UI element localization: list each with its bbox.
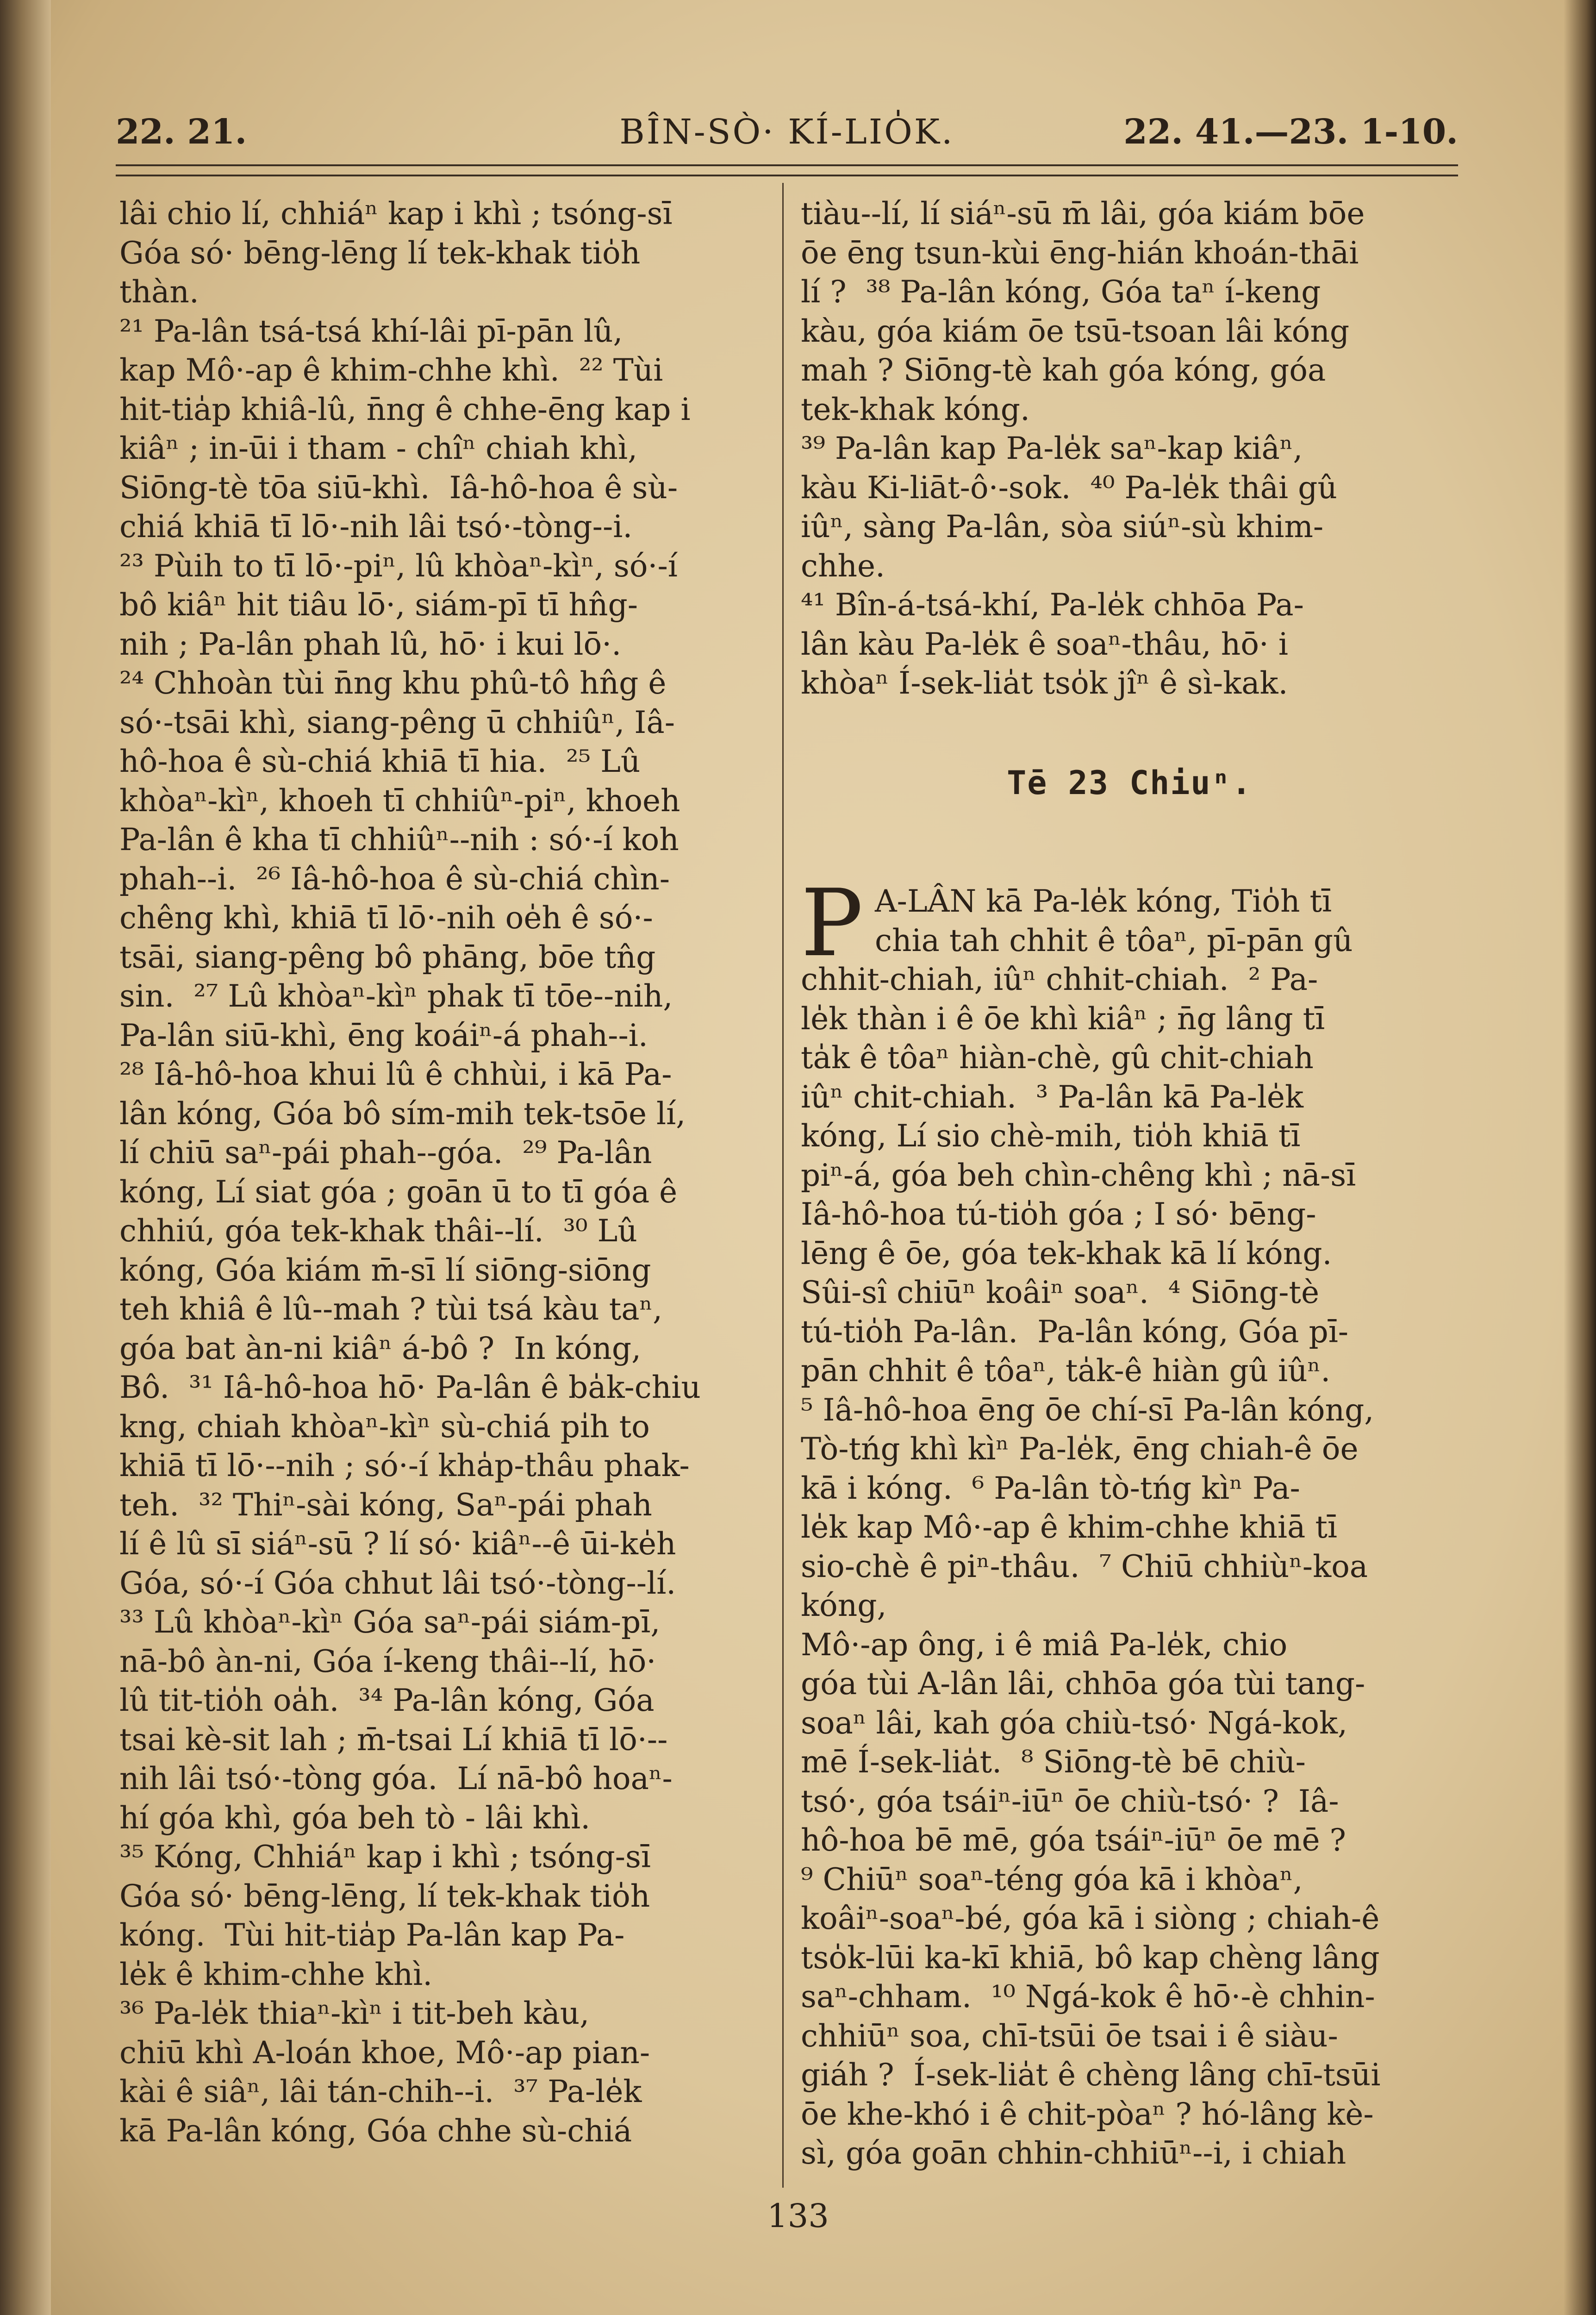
text-line: tiàu--lí, lí siáⁿ-sū m̄ lâi, góa kiám bōe	[801, 196, 1365, 232]
text-line: iûⁿ chit-chiah. ³ Pa-lân kā Pa-le̍k	[801, 1079, 1303, 1115]
text-line: kóng, Lí sio chè-mih, tio̍h khiā tī	[801, 1118, 1301, 1154]
header-right-reference: 22. 41.—23. 1-10.	[1123, 112, 1458, 152]
running-header	[116, 106, 1458, 157]
text-line: ²¹ Pa-lân tsá-tsá khí-lâi pī-pān lû,	[119, 313, 623, 349]
text-line: thàn.	[119, 274, 199, 310]
text-line: Góa só· bēng-lēng lí tek-khak tio̍h	[119, 235, 641, 271]
text-line: teh. ³² Thiⁿ-sài kóng, Saⁿ-pái phah	[119, 1487, 652, 1523]
text-line: lân kàu Pa-le̍k ê soaⁿ-thâu, hō· i	[801, 626, 1289, 662]
text-line: só·-tsāi khì, siang-pêng ū chhiûⁿ, Iâ-	[119, 704, 675, 740]
text-line: góa tùi A-lân lâi, chhōa góa tùi tang-	[801, 1666, 1365, 1702]
text-line: lēng ê ōe, góa tek-khak kā lí kóng.	[801, 1235, 1332, 1271]
text-line: mē Í-sek-lia̍t. ⁸ Siōng-tè bē chiù-	[801, 1744, 1306, 1780]
text-line: tsāi, siang-pêng bô phāng, bōe tn̂g	[119, 939, 656, 975]
text-line: phah--i. ²⁶ Iâ-hô-hoa ê sù-chiá chìn-	[119, 861, 670, 897]
drop-cap: P	[801, 870, 863, 977]
text-line: nih lâi tsó·-tòng góa. Lí nā-bô hoaⁿ-	[119, 1761, 673, 1796]
left-column	[119, 194, 777, 2151]
text-line: kàu, góa kiám ōe tsū-tsoan lâi kóng	[801, 313, 1350, 349]
text-line: sin. ²⁷ Lû khòaⁿ-kìⁿ phak tī tōe--nih,	[119, 978, 673, 1014]
right-column-bottom	[801, 882, 1458, 2173]
text-line: kiâⁿ ; in-ūi i tham - chîⁿ chiah khì,	[119, 431, 638, 466]
text-line: le̍k kap Mô·-ap ê khim-chhe khiā tī	[801, 1509, 1337, 1545]
text-line: kài ê siâⁿ, lâi tán-chih--i. ³⁷ Pa-le̍k	[119, 2074, 642, 2109]
chapter-heading: Tē 23 Chiuⁿ.	[1007, 764, 1252, 802]
text-line: iûⁿ, sàng Pa-lân, sòa siúⁿ-sù khim-	[801, 509, 1324, 544]
text-line: le̍k ê khim-chhe khì.	[119, 1956, 433, 1992]
right-column-top	[801, 194, 1458, 703]
text-line: kā Pa-lân kóng, Góa chhe sù-chiá	[119, 2113, 632, 2149]
text-line: bô kiâⁿ hit tiâu lō·, siám-pī tī hn̂g-	[119, 587, 638, 623]
book-title: BÎN-SÒ· KÍ-LIO̍K.	[619, 112, 954, 152]
text-line: Bô. ³¹ Iâ-hô-hoa hō· Pa-lân ê ba̍k-chiu	[119, 1370, 701, 1405]
header-left-reference: 22. 21.	[116, 112, 247, 152]
text-line: lû tit-tio̍h oa̍h. ³⁴ Pa-lân kóng, Góa	[119, 1683, 655, 1718]
text-line: Mô·-ap ông, i ê miâ Pa-le̍k, chio	[801, 1627, 1288, 1663]
text-line: kàu Ki-liāt-ô·-sok. ⁴⁰ Pa-le̍k thâi gû	[801, 469, 1337, 506]
text-line: góa bat àn-ni kiâⁿ á-bô ? In kóng,	[119, 1330, 642, 1366]
text-line: tsai kè-sit lah ; m̄-tsai Lí khiā tī lō·--	[119, 1721, 668, 1758]
text-line: kā i kóng. ⁶ Pa-lân tò-tńg kìⁿ Pa-	[801, 1470, 1300, 1506]
text-line: Pa-lân ê kha tī chhiûⁿ--nih : só·-í koh	[119, 822, 679, 857]
text-line: khiā tī lō·--nih ; só·-í kha̍p-thâu phak-	[119, 1448, 690, 1483]
text-line: Góa, só·-í Góa chhut lâi tsó·-tòng--lí.	[119, 1565, 676, 1601]
text-line: teh khiâ ê lû--mah ? tùi tsá kàu taⁿ,	[119, 1291, 663, 1327]
text-line: nih ; Pa-lân phah lû, hō· i kui lō·.	[119, 626, 622, 662]
text-line: ⁵ Iâ-hô-hoa ēng ōe chí-sī Pa-lân kóng,	[801, 1392, 1374, 1428]
text-line: nā-bô àn-ni, Góa í-keng thâi--lí, hō·	[119, 1643, 656, 1679]
text-line: hit-tia̍p khiâ-lû, n̄ng ê chhe-ēng kap i	[119, 391, 691, 427]
text-line: A-LÂN kā Pa-le̍k kóng, Tio̍h tī	[875, 883, 1332, 919]
text-line: chhit-chiah, iûⁿ chhit-chiah. ² Pa-	[801, 962, 1318, 997]
text-line: saⁿ-chham. ¹⁰ Ngá-kok ê hō·-è chhin-	[801, 1979, 1375, 2015]
text-line: Pa-lân siū-khì, ēng koáiⁿ-á phah--i.	[119, 1017, 648, 1053]
text-line: Siōng-tè tōa siū-khì. Iâ-hô-hoa ê sù-	[119, 469, 678, 506]
text-line: khòaⁿ Í-sek-lia̍t tso̍k jîⁿ ê sì-kak.	[801, 665, 1288, 701]
text-line: hô-hoa bē mē, góa tsáiⁿ-iūⁿ ōe mē ?	[801, 1822, 1346, 1858]
text-line: kóng, Góa kiám m̄-sī lí siōng-siōng	[119, 1252, 651, 1288]
text-line: lâi chio lí, chhiáⁿ kap i khì ; tsóng-sī	[119, 196, 673, 232]
text-line: chiá khiā tī lō·-nih lâi tsó·-tòng--i.	[119, 509, 633, 544]
text-line: Iâ-hô-hoa tú-tio̍h góa ; I só· bēng-	[801, 1196, 1316, 1232]
text-line: Góa só· bēng-lēng, lí tek-khak tio̍h	[119, 1878, 650, 1914]
text-line: kóng. Tùi hit-tia̍p Pa-lân kap Pa-	[119, 1917, 625, 1953]
text-line: chêng khì, khiā tī lō·-nih oe̍h ê só·-	[119, 900, 653, 936]
text-line: ³⁹ Pa-lân kap Pa-le̍k saⁿ-kap kiâⁿ,	[801, 431, 1303, 466]
text-line: kng, chiah khòaⁿ-kìⁿ sù-chiá pi̍h to	[119, 1408, 650, 1445]
text-line: le̍k thàn i ê ōe khì kiâⁿ ; n̄g lâng tī	[801, 1001, 1325, 1037]
text-line: lí chiū saⁿ-pái phah--góa. ²⁹ Pa-lân	[119, 1135, 652, 1170]
text-line: hô-hoa ê sù-chiá khiā tī hia. ²⁵ Lû	[119, 744, 641, 779]
text-line: ⁴¹ Bîn-á-tsá-khí, Pa-le̍k chhōa Pa-	[801, 587, 1304, 623]
text-line: sio-chè ê piⁿ-thâu. ⁷ Chiū chhiùⁿ-koa	[801, 1548, 1368, 1584]
text-line: tso̍k-lūi ka-kī khiā, bô kap chèng lâng	[801, 1940, 1380, 1976]
text-line: chia tah chhit ê tôaⁿ, pī-pān gû	[875, 922, 1353, 958]
text-line: hí góa khì, góa beh tò - lâi khì.	[119, 1800, 591, 1836]
text-line: ²⁸ Iâ-hô-hoa khui lû ê chhùi, i kā Pa-	[119, 1057, 672, 1092]
text-line: ⁹ Chiūⁿ soaⁿ-téng góa kā i khòaⁿ,	[801, 1861, 1303, 1897]
text-line: tek-khak kóng.	[801, 391, 1030, 427]
book-binding-shadow	[0, 0, 51, 2315]
text-line: Tò-tńg khì kìⁿ Pa-le̍k, ēng chiah-ê ōe	[801, 1431, 1359, 1467]
text-line: chhiú, góa tek-khak thâi--lí. ³⁰ Lû	[119, 1213, 637, 1249]
column-divider	[782, 183, 784, 2188]
text-line: chhe.	[801, 548, 885, 584]
text-line: giáh ? Í-sek-lia̍t ê chèng lâng chī-tsūi	[801, 2057, 1381, 2093]
text-line: khòaⁿ-kìⁿ, khoeh tī chhiûⁿ-piⁿ, khoeh	[119, 782, 680, 819]
text-line: ta̍k ê tôaⁿ hiàn-chè, gû chit-chiah	[801, 1040, 1314, 1076]
text-line: chhiūⁿ soa, chī-tsūi ōe tsai i ê siàu-	[801, 2018, 1338, 2054]
text-line: ōe ēng tsun-kùi ēng-hián khoán-thāi	[801, 235, 1359, 271]
text-line: ³³ Lû khòaⁿ-kìⁿ Góa saⁿ-pái siám-pī,	[119, 1604, 661, 1640]
text-line: Sûi-sî chiūⁿ koâiⁿ soaⁿ. ⁴ Siōng-tè	[801, 1275, 1320, 1310]
text-line: ōe khe-khó i ê chit-pòaⁿ ? hó-lâng kè-	[801, 2096, 1374, 2132]
text-line: mah ? Siōng-tè kah góa kóng, góa	[801, 352, 1326, 388]
text-line: ³⁵ Kóng, Chhiáⁿ kap i khì ; tsóng-sī	[119, 1839, 651, 1875]
text-line: ²³ Pùih to tī lō·-piⁿ, lû khòaⁿ-kìⁿ, só·-í	[119, 548, 678, 584]
text-line: tú-tio̍h Pa-lân. Pa-lân kóng, Góa pī-	[801, 1314, 1349, 1350]
text-line: lí ? ³⁸ Pa-lân kóng, Góa taⁿ í-keng	[801, 274, 1321, 310]
text-line: kap Mô·-ap ê khim-chhe khì. ²² Tùi	[119, 352, 663, 388]
text-line: ²⁴ Chhoàn tùi n̄ng khu phû-tô hn̂g ê	[119, 665, 667, 701]
text-line: sì, góa goān chhin-chhiūⁿ--i, i chiah	[801, 2135, 1347, 2171]
text-line: koâiⁿ-soaⁿ-bé, góa kā i siòng ; chiah-ê	[801, 1901, 1380, 1936]
text-line: chiū khì A-loán khoe, Mô·-ap pian-	[119, 2034, 650, 2071]
page-number: 133	[767, 2197, 829, 2235]
header-double-rule	[116, 164, 1458, 176]
text-line: ³⁶ Pa-le̍k thiaⁿ-kìⁿ i tit-beh kàu,	[119, 1996, 590, 2031]
text-line: kóng,	[801, 1588, 887, 1623]
text-line: tsó·, góa tsáiⁿ-iūⁿ ōe chiù-tsó· ? Iâ-	[801, 1783, 1339, 1819]
text-line: piⁿ-á, góa beh chìn-chêng khì ; nā-sī	[801, 1157, 1356, 1193]
page-edge-shadow	[1564, 0, 1596, 2315]
text-line: soaⁿ lâi, kah góa chiù-tsó· Ngá-kok,	[801, 1705, 1347, 1741]
text-line: kóng, Lí siat góa ; goān ū to tī góa ê	[119, 1174, 678, 1210]
text-line: pān chhit ê tôaⁿ, ta̍k-ê hiàn gû iûⁿ.	[801, 1353, 1331, 1389]
text-line: lân kóng, Góa bô sím-mih tek-tsōe lí,	[119, 1095, 686, 1132]
text-line: lí ê lû sī siáⁿ-sū ? lí só· kiâⁿ--ê ūi-ke̍h	[119, 1526, 676, 1562]
